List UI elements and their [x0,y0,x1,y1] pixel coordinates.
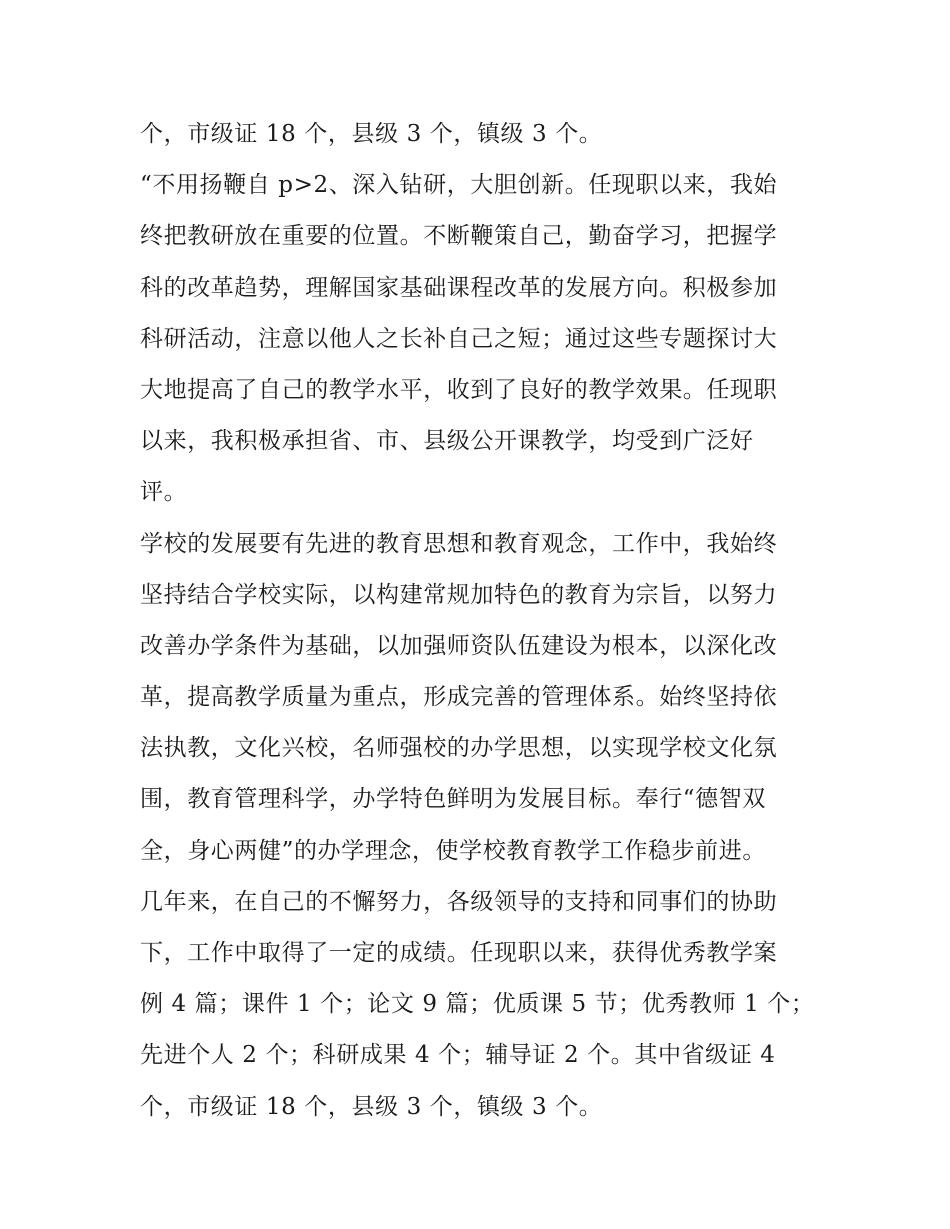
text-line: 改善办学条件为基础，以加强师资队伍建设为根本，以深化改 [140,632,778,659]
text-line: 终把教研放在重要的位置。不断鞭策自己，勤奋学习，把握学 [140,223,778,250]
text-line: 科的改革趋势，理解国家基础课程改革的发展方向。积极参加 [140,274,778,301]
document-body [140,109,820,1133]
text-line: 例 4 篇；课件 1 个；论文 9 篇；优质课 5 节；优秀教师 1 个； [140,991,815,1018]
text-line: 革，提高教学质量为重点，形成完善的管理体系。始终坚持依 [140,684,778,711]
text-line: “不用扬鞭自 p>2、深入钻研，大胆创新。任现职以来，我始 [140,172,778,199]
text-line: 几年来，在自己的不懈努力，各级领导的支持和同事们的协助 [140,888,778,915]
text-line: 先进个人 2 个；科研成果 4 个；辅导证 2 个。其中省级证 4 [140,1042,776,1069]
text-line: 科研活动，注意以他人之长补自己之短；通过这些专题探讨大 [140,325,778,352]
text-line: 个，市级证 18 个，县级 3 个，镇级 3 个。 [140,1093,603,1120]
text-line: 下，工作中取得了一定的成绩。任现职以来，获得优秀教学案 [140,940,778,966]
text-line: 学校的发展要有先进的教育思想和教育观念，工作中，我始终 [140,530,778,557]
text-line: 大地提高了自己的教学水平，收到了良好的教学效果。任现职 [140,376,778,403]
text-line: 法执教，文化兴校，名师强校的办学思想，以实现学校文化氛 [140,735,778,762]
text-line: 坚持结合学校实际，以构建常规加特色的教育为宗旨，以努力 [140,581,778,608]
text-line: 以来，我积极承担省、市、县级公开课教学，均受到广泛好 [140,428,754,455]
text-line: 个，市级证 18 个，县级 3 个，镇级 3 个。 [140,121,603,147]
text-line: 全，身心两健”的办学理念，使学校教育教学工作稳步前进。 [140,837,766,864]
text-line: 评。 [140,479,188,506]
text-line: 围，教育管理科学，办学特色鲜明为发展目标。奉行“德智双 [140,786,766,813]
